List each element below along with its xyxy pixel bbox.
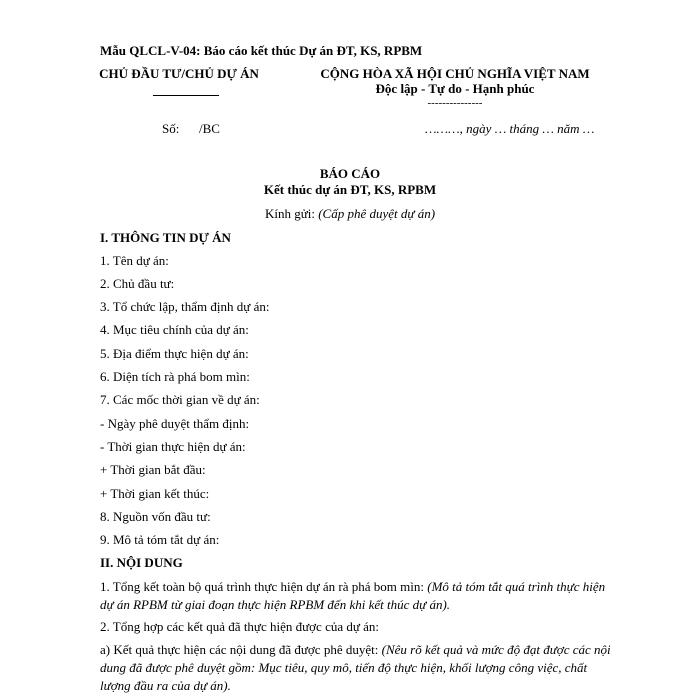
paragraph-1-text: 1. Tổng kết toàn bộ quá trình thực hiện dự án rà phá bom mìn: — [100, 579, 428, 594]
paragraph-3-note: (Nêu rõ kết quả và mức độ đạt được các nội dung đã được phê duyệt gồm: Mục tiêu, quy mô, tiến độ thực hiện, khối lượng công việc, chất lượng đầu ra của dự án). — [100, 642, 611, 693]
project-item: - Thời gian thực hiện dự án: — [100, 439, 246, 454]
project-item: 7. Các mốc thời gian về dự án: — [100, 392, 260, 407]
project-item: 2. Chủ đầu tư: — [100, 276, 175, 291]
project-item: 5. Địa điểm thực hiện dự án: — [100, 346, 249, 361]
country-name: CỘNG HÒA XÃ HỘI CHỦ NGHĨA VIỆT NAM — [320, 66, 590, 81]
project-item: 9. Mô tả tóm tắt dự án: — [100, 532, 220, 547]
content-paragraph-1 — [100, 578, 620, 614]
project-item: 4. Mục tiêu chính của dự án: — [100, 322, 249, 337]
project-item: 8. Nguồn vốn đầu tư: — [100, 509, 211, 524]
date-line: ………, ngày … tháng … năm … — [425, 121, 595, 136]
motto-rule: --------------- — [427, 97, 483, 109]
section-1-heading: I. THÔNG TIN DỰ ÁN — [100, 230, 231, 245]
project-item: 6. Diện tích rà phá bom mìn: — [100, 369, 250, 384]
recipient-label: Kính gửi: — [264, 206, 319, 221]
project-item: 1. Tên dự án: — [100, 253, 169, 268]
issuer-name: CHỦ ĐẦU TƯ/CHỦ DỰ ÁN — [99, 66, 259, 81]
section-2-heading: II. NỘI DUNG — [100, 555, 183, 570]
document-number-label: Số: — [162, 121, 180, 136]
document-subtitle: Kết thúc dự án ĐT, KS, RPBM — [263, 182, 437, 197]
project-item: + Thời gian bắt đầu: — [100, 462, 206, 477]
content-paragraph-2: 2. Tổng hợp các kết quả đã thực hiện được của dự án: — [100, 619, 380, 634]
recipient-line — [0, 206, 700, 222]
paragraph-1-note: (Mô tả tóm tắt quá trình thực hiện dự án RPBM từ giai đoạn thực hiện RPBM đến khi kết thúc dự án). — [100, 579, 606, 612]
content-paragraph-3 — [100, 641, 620, 695]
project-item: + Thời gian kết thúc: — [100, 486, 210, 501]
project-item: 3. Tổ chức lập, thẩm định dự án: — [100, 299, 270, 314]
issuer-underline — [153, 95, 219, 96]
form-code: Mẫu QLCL-V-04: Báo cáo kết thúc Dự án ĐT, KS, RPBM — [100, 43, 423, 58]
national-motto: Độc lập - Tự do - Hạnh phúc — [375, 81, 535, 96]
project-item: - Ngày phê duyệt thẩm định: — [100, 416, 250, 431]
document-title: BÁO CÁO — [319, 166, 381, 181]
recipient-value: (Cấp phê duyệt dự án) — [318, 206, 436, 221]
document-number-suffix: /BC — [199, 121, 220, 136]
paragraph-3-text: a) Kết quả thực hiện các nội dung đã được phê duyệt: — [100, 642, 382, 657]
